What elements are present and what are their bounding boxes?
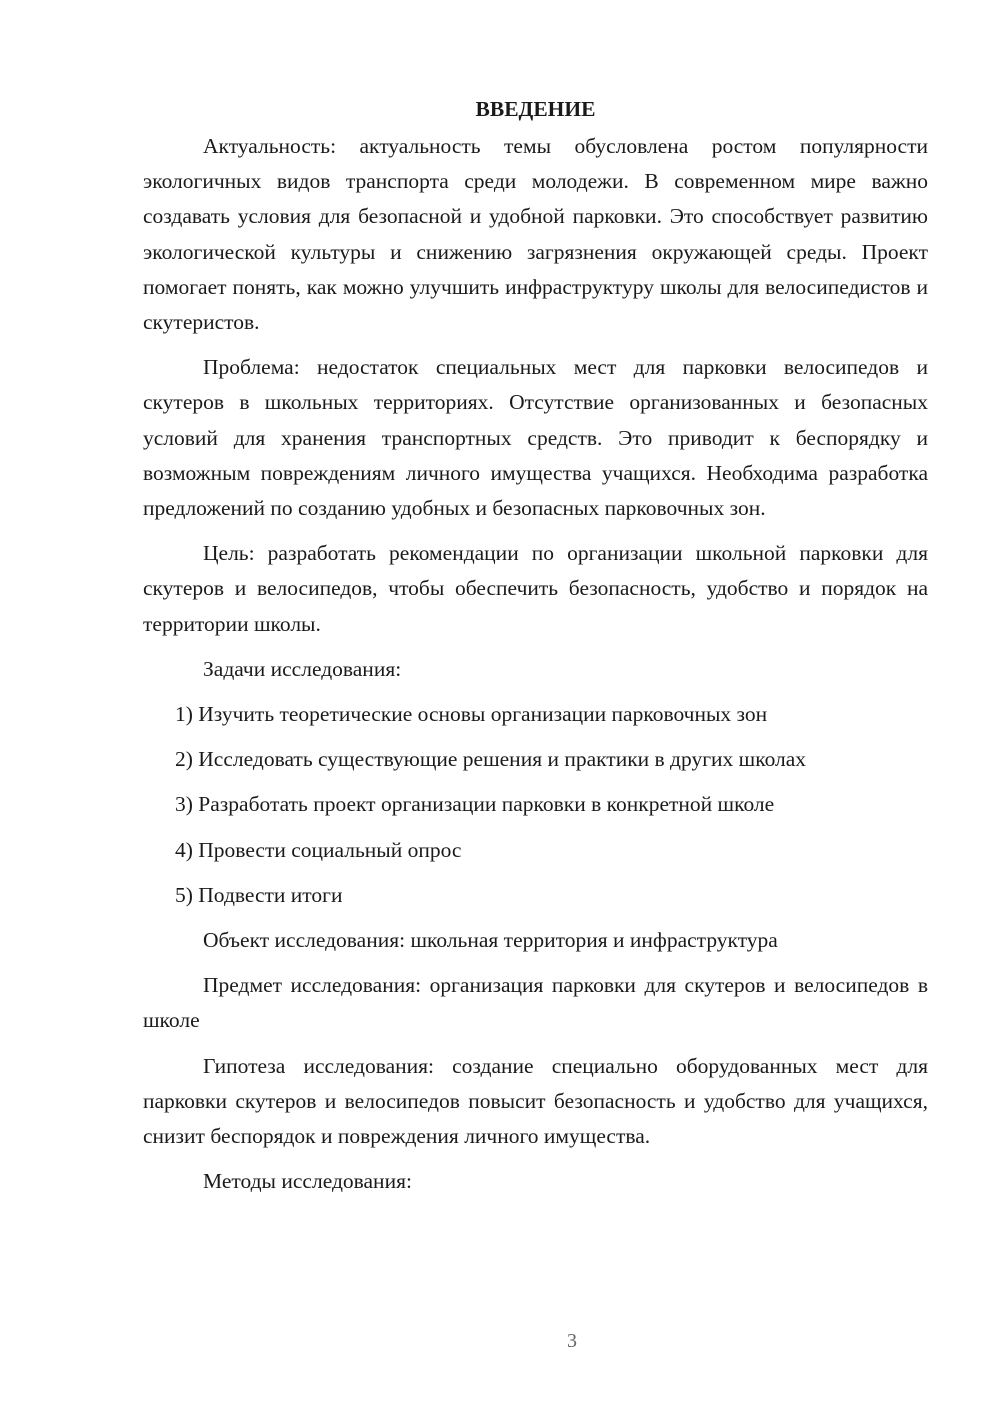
tasks-list <box>143 697 928 913</box>
tasks-heading: Задачи исследования: <box>203 656 402 681</box>
list-item: 4) Провести социальный опрос <box>175 837 462 862</box>
methods-heading: Методы исследования: <box>203 1169 412 1194</box>
list-item: 2) Исследовать существующие решения и практики в других школах <box>175 747 807 772</box>
list-item: 3) Разработать проект организации парковки в конкретной школе <box>175 792 775 817</box>
hypothesis-paragraph: Гипотеза исследования: создание специально оборудованных мест для парковки скутеров и велосипедов повысит безопасность и удобство для учащихся, снизит беспорядок и повреждения личного имущества. <box>143 1053 928 1149</box>
relevance-paragraph: Актуальность: актуальность темы обусловлена ростом популярности экологичных видов транспорта среди молодежи. В современном мире важно создавать условия для безопасной и удобной парковки. Это способствует развитию экологической культуры и снижению загрязнения окружающей среды. Проект помогает понять, как можно улучшить инфраструктуру школы для велосипедистов и скутеристов. <box>143 134 928 335</box>
list-item: 5) Подвести итоги <box>175 882 343 907</box>
object-paragraph: Объект исследования: школьная территория и инфраструктура <box>203 928 778 953</box>
goal-paragraph: Цель: разработать рекомендации по организации школьной парковки для скутеров и велосипедов, чтобы обеспечить безопасность, удобство и порядок на территории школы. <box>143 541 928 636</box>
document-page <box>143 92 928 1209</box>
list-item: 1) Изучить теоретические основы организации парковочных зон <box>175 702 768 727</box>
problem-paragraph: Проблема: недостаток специальных мест для парковки велосипедов и скутеров в школьных территориях. Отсутствие организованных и безопасных условий для хранения транспортных средств. Это приводит к беспорядку и возможным повреждениям личного имущества учащихся. Необходима разработка предложений по созданию удобных и безопасных парковочных зон. <box>143 355 928 521</box>
section-title: ВВЕДЕНИЕ <box>475 97 596 121</box>
page-number: 3 <box>567 1330 577 1352</box>
subject-paragraph: Предмет исследования: организация парковки для скутеров и велосипедов в школе <box>143 973 928 1033</box>
